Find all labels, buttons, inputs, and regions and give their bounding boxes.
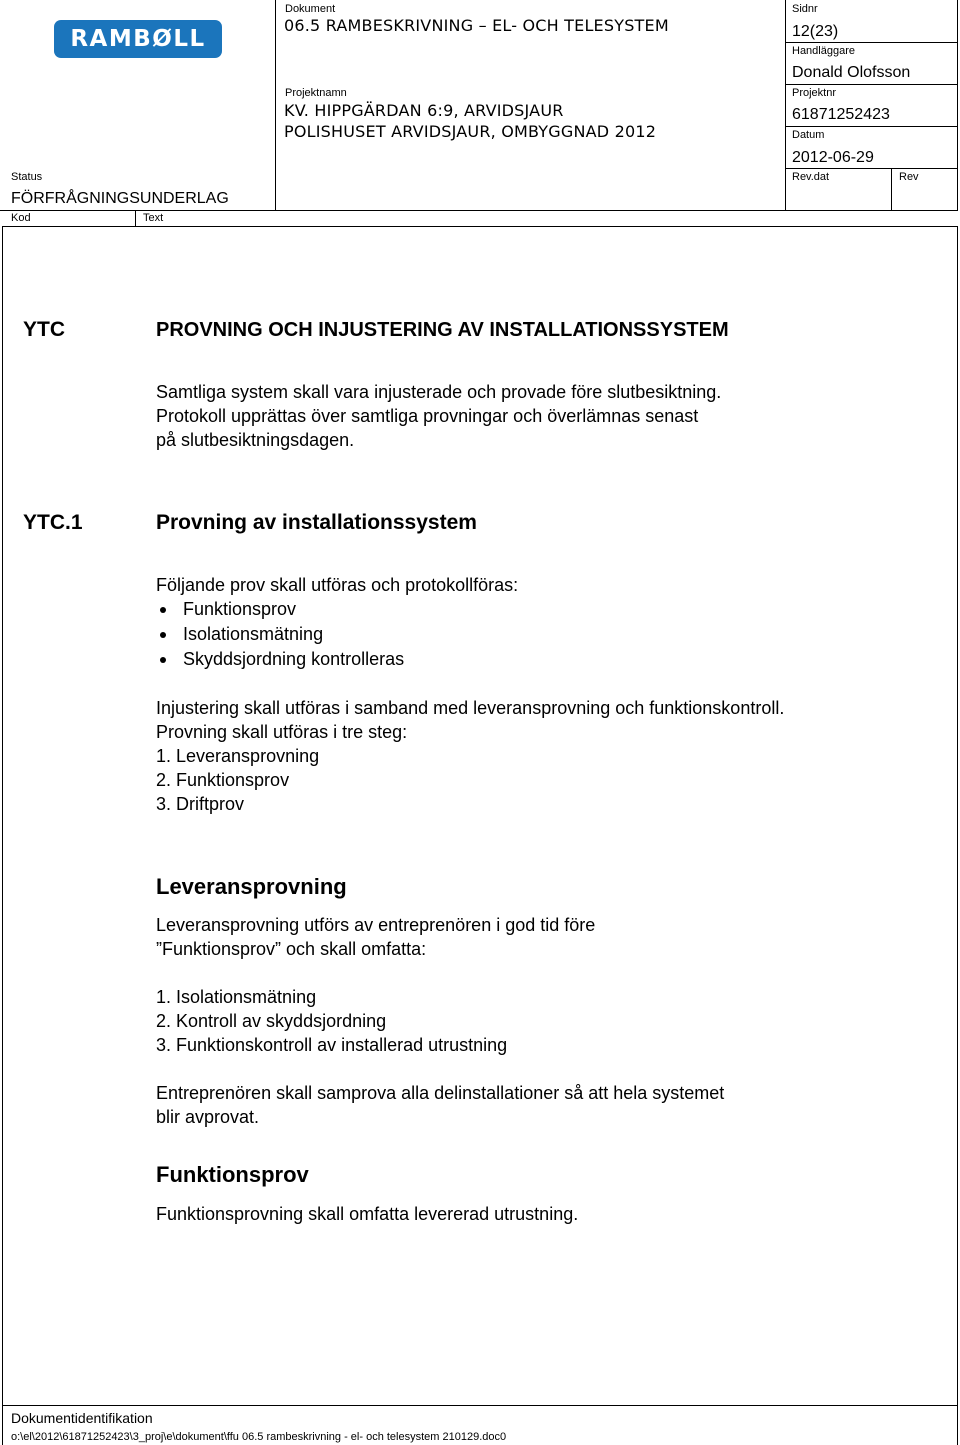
section-code-ytc: YTC: [23, 318, 65, 341]
header-divider: [275, 0, 276, 210]
header-divider: [785, 0, 786, 210]
status-label: Status: [11, 171, 43, 183]
footer-label: Dokumentidentifikation: [11, 1410, 153, 1426]
leveransprovning-list-item: 2. Kontroll av skyddsjordning: [156, 1011, 387, 1031]
header-divider: [957, 0, 958, 210]
datum-value: 2012-06-29: [792, 149, 874, 166]
ytc-paragraph-line: Protokoll upprättas över samtliga provningar och överlämnas senast: [156, 406, 699, 426]
bullet-icon: [160, 632, 166, 638]
rev-label: Rev: [899, 171, 919, 183]
handlaggare-label: Handläggare: [792, 45, 855, 57]
handlaggare-value: Donald Olofsson: [792, 64, 911, 81]
footer-divider: [2, 1405, 958, 1406]
revdat-label: Rev.dat: [792, 171, 830, 183]
ytc1-line: Injustering skall utföras i samband med leveransprovning och funktionskontroll.: [156, 698, 785, 718]
section-title-ytc: PROVNING OCH INJUSTERING AV INSTALLATIONSSYSTEM: [156, 319, 729, 341]
header-divider: [275, 210, 958, 211]
list-item-text: Skyddsjordning kontrolleras: [183, 649, 405, 669]
list-item-text: Isolationsmätning: [183, 624, 324, 644]
rambøll-logo: RAMBØLL: [54, 20, 222, 58]
projektnr-value: 61871252423: [792, 106, 890, 123]
page-frame-right: [957, 226, 958, 1445]
projektnamn-line2: POLISHUSET ARVIDSJAUR, OMBYGGNAD 2012: [284, 122, 657, 141]
kod-label: Kod: [11, 212, 31, 224]
header-divider: [0, 210, 275, 211]
projektnr-label: Projektnr: [792, 87, 837, 99]
status-value: FÖRFRÅGNINGSUNDERLAG: [11, 190, 229, 207]
funktionsprov-para: Funktionsprovning skall omfatta levererad utrustning.: [156, 1204, 579, 1224]
test-list: [156, 597, 404, 672]
header-divider: [785, 168, 958, 169]
text-label: Text: [143, 212, 164, 224]
header-divider: [785, 42, 958, 43]
bullet-icon: [160, 657, 166, 663]
leveransprovning-list-item: 3. Funktionskontroll av installerad utrustning: [156, 1035, 508, 1055]
header-divider: [135, 211, 136, 226]
ytc1-line: 3. Driftprov: [156, 794, 245, 814]
footer-document-path: o:\el\2012\61871252423\3_proj\e\dokument\ffu 06.5 rambeskrivning - el- och telesystem 210129.doc0: [11, 1431, 507, 1443]
section-code-ytc1: YTC.1: [23, 511, 83, 534]
leveransprovning-closing-line: blir avprovat.: [156, 1107, 260, 1127]
list-item: [156, 597, 404, 622]
dokument-label: Dokument: [285, 3, 336, 15]
header-divider: [785, 126, 958, 127]
funktionsprov-heading: Funktionsprov: [156, 1162, 309, 1187]
ytc1-line: Provning skall utföras i tre steg:: [156, 722, 408, 742]
leveransprovning-para-line: Leveransprovning utförs av entreprenören i god tid före: [156, 915, 596, 935]
list-item: [156, 622, 404, 647]
ytc1-line: 1. Leveransprovning: [156, 746, 320, 766]
leveransprovning-heading: Leveransprovning: [156, 874, 347, 899]
page-frame-top: [2, 226, 958, 227]
dokument-value: 06.5 RAMBESKRIVNING – EL- OCH TELESYSTEM: [284, 16, 669, 35]
ytc-paragraph-line: på slutbesiktningsdagen.: [156, 430, 355, 450]
leveransprovning-list-item: 1. Isolationsmätning: [156, 987, 317, 1007]
section-title-ytc1: Provning av installationssystem: [156, 511, 477, 534]
list-item-text: Funktionsprov: [183, 599, 297, 619]
ytc1-intro: Följande prov skall utföras och protokollföras:: [156, 575, 519, 595]
datum-label: Datum: [792, 129, 825, 141]
header-divider: [785, 84, 958, 85]
ytc-paragraph-line: Samtliga system skall vara injusterade och provade före slutbesiktning.: [156, 382, 722, 402]
bullet-icon: [160, 607, 166, 613]
sidnr-label: Sidnr: [792, 3, 818, 15]
list-item: [156, 647, 404, 672]
header-divider: [891, 168, 892, 210]
leveransprovning-closing-line: Entreprenören skall samprova alla delinstallationer så att hela systemet: [156, 1083, 725, 1103]
projektnamn-label: Projektnamn: [285, 87, 347, 99]
ytc1-line: 2. Funktionsprov: [156, 770, 290, 790]
projektnamn-line1: KV. HIPPGÄRDAN 6:9, ARVIDSJAUR: [284, 101, 564, 120]
sidnr-value: 12(23): [792, 23, 839, 40]
page-frame-left: [2, 226, 3, 1445]
leveransprovning-para-line: ”Funktionsprov” och skall omfatta:: [156, 939, 427, 959]
